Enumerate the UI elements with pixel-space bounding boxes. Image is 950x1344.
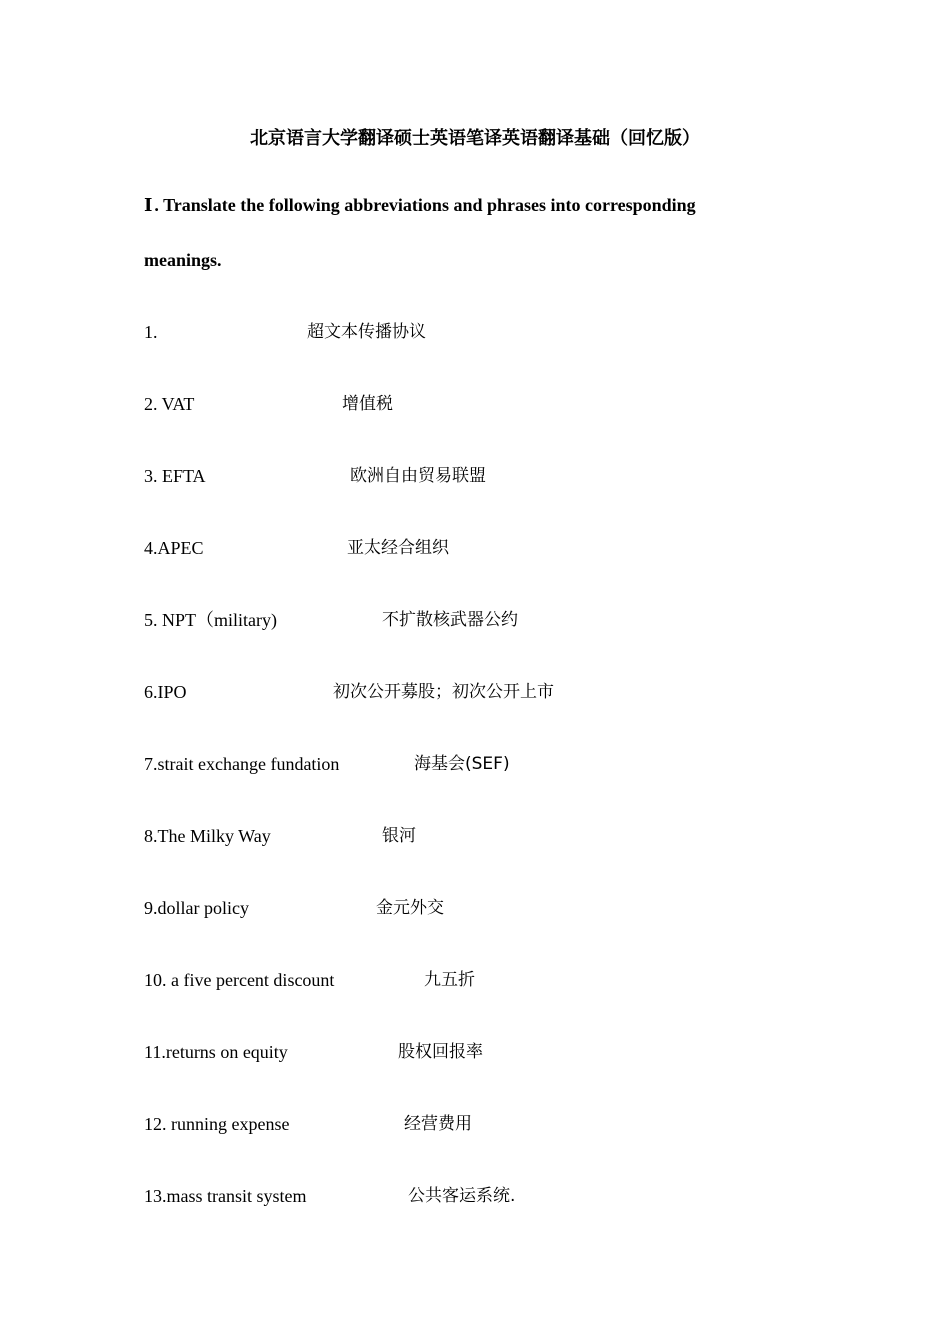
item-term: 11.returns on equity [144,1042,288,1062]
item-meaning: 欧洲自由贸易联盟 [350,466,486,486]
list-item [144,824,844,848]
item-meaning: 亚太经合组织 [347,538,449,558]
list-item [144,680,844,704]
list-item [144,608,844,632]
item-term: 12. running expense [144,1114,290,1134]
item-term: 9.dollar policy [144,898,249,918]
item-meaning: 公共客运系统. [408,1186,516,1206]
item-meaning: 金元外交 [376,898,444,918]
item-term: 6.IPO [144,682,187,702]
item-meaning: 股权回报率 [398,1042,483,1062]
item-term: 4.APEC [144,538,204,558]
item-term: 13.mass transit system [144,1186,307,1206]
item-term: 8.The Milky Way [144,826,271,846]
section-heading [144,196,784,214]
list-item [144,752,844,776]
item-term: 2. VAT [144,394,195,414]
item-meaning: 超文本传播协议 [307,322,426,342]
list-item [144,392,844,416]
item-meaning: 经营费用 [404,1114,472,1134]
list-item [144,1040,844,1064]
list-item [144,1184,844,1208]
item-meaning: 银河 [382,826,416,846]
list-item [144,1112,844,1136]
item-meaning: 不扩散核武器公约 [382,610,518,630]
list-item [144,320,844,344]
list-item [144,464,844,488]
item-meaning: 九五折 [424,970,475,990]
section-numeral: Ⅰ [144,195,153,215]
document-title: 北京语言大学翻译硕士英语笔译英语翻译基础（回忆版） [250,128,700,149]
item-term: 5. NPT（military) [144,610,277,630]
list-item [144,968,844,992]
item-meaning: 初次公开募股；初次公开上市 [333,682,554,702]
list-item [144,896,844,920]
item-meaning: 海基会(SEF) [414,754,510,774]
section-heading-text: . Translate the following abbreviations and phrases into corresponding [154,195,696,215]
section-heading-continued: meanings. [144,250,222,270]
list-item [144,536,844,560]
item-term: 7.strait exchange fundation [144,754,340,774]
item-term: 3. EFTA [144,466,206,486]
item-meaning: 增值税 [342,394,393,414]
item-term: 1. [144,322,158,342]
item-term: 10. a five percent discount [144,970,335,990]
